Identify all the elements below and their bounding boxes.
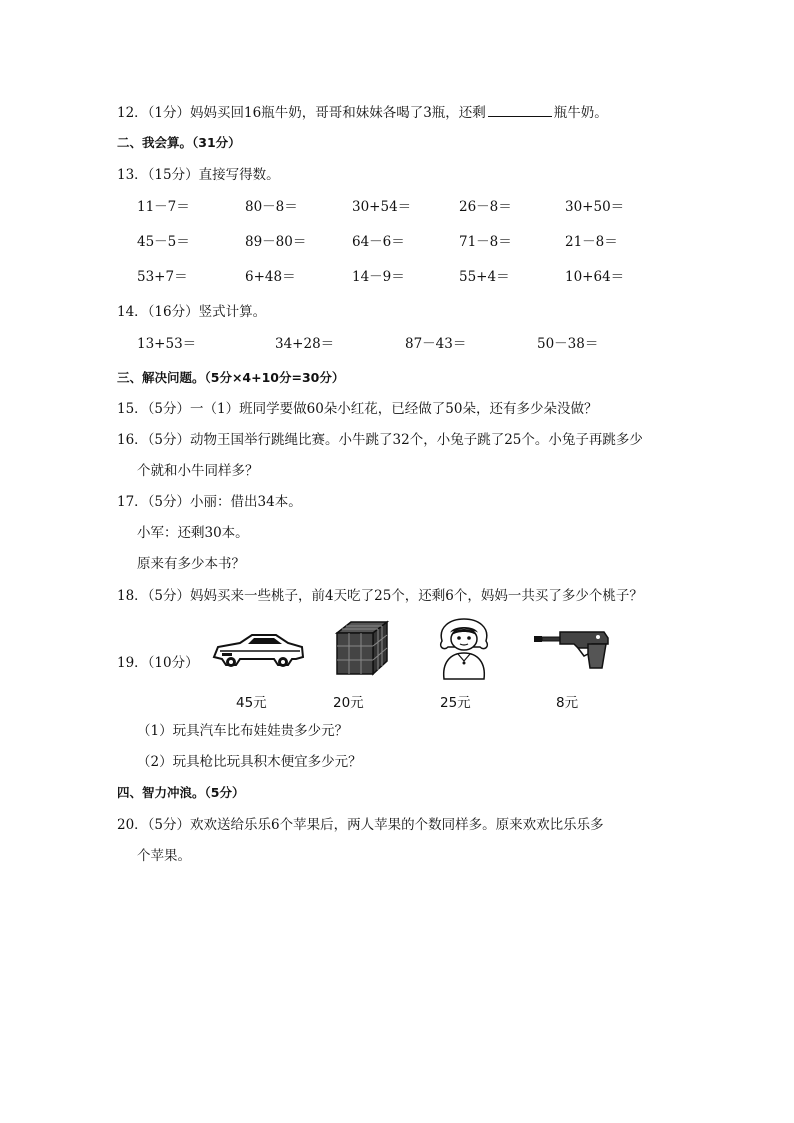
question-14: 14．（16分）竖式计算。 bbox=[117, 304, 267, 320]
q14-item: 87－43＝ bbox=[405, 336, 467, 352]
q14-item: 50－38＝ bbox=[537, 336, 599, 352]
q13-item: 64－6＝ bbox=[352, 234, 405, 250]
question-20-line2: 个苹果。 bbox=[137, 848, 191, 864]
doll-icon bbox=[436, 617, 492, 681]
section-2-heading: 二、我会算。（31分） bbox=[117, 135, 241, 150]
question-12 bbox=[117, 103, 608, 122]
toy-blocks-icon bbox=[333, 619, 391, 677]
price-label: 25元 bbox=[440, 695, 471, 711]
price-label: 45元 bbox=[236, 695, 267, 711]
q13-item: 6+48＝ bbox=[245, 269, 296, 285]
question-15: 15．（5分）一（1）班同学要做60朵小红花，已经做了50朵，还有多少朵没做？ bbox=[117, 401, 598, 417]
q12-suffix: 瓶牛奶。 bbox=[553, 105, 608, 121]
question-19: 19．（10分） bbox=[117, 655, 199, 671]
q13-item: 30+54＝ bbox=[352, 199, 412, 215]
toy-gun-icon bbox=[532, 628, 612, 672]
price-label: 8元 bbox=[556, 695, 579, 711]
toy-car-icon bbox=[210, 627, 306, 671]
q19-sub2: （2）玩具枪比玩具积木便宜多少元？ bbox=[137, 754, 362, 770]
section-4-heading: 四、智力冲浪。（5分） bbox=[117, 785, 245, 800]
q19-sub1: （1）玩具汽车比布娃娃贵多少元？ bbox=[137, 723, 349, 739]
q14-item: 34+28＝ bbox=[275, 336, 335, 352]
question-17-line1: 17．（5分）小丽：借出34本。 bbox=[117, 494, 302, 510]
q14-item: 13+53＝ bbox=[137, 336, 197, 352]
q13-item: 89－80＝ bbox=[245, 234, 307, 250]
q13-item: 53+7＝ bbox=[137, 269, 188, 285]
q13-item: 45－5＝ bbox=[137, 234, 190, 250]
q13-item: 71－8＝ bbox=[459, 234, 512, 250]
q13-item: 10+64＝ bbox=[565, 269, 625, 285]
question-17-line2: 小军：还剩30本。 bbox=[137, 525, 249, 541]
answer-blank[interactable] bbox=[488, 103, 552, 117]
question-20-line1: 20．（5分）欢欢送给乐乐6个苹果后，两人苹果的个数同样多。原来欢欢比乐乐多 bbox=[117, 817, 604, 833]
question-16-line2: 个就和小牛同样多？ bbox=[137, 463, 259, 479]
price-label: 20元 bbox=[333, 695, 364, 711]
q12-text: 12．（1分）妈妈买回16瓶牛奶，哥哥和妹妹各喝了3瓶，还剩 bbox=[117, 105, 486, 121]
q13-item: 26－8＝ bbox=[459, 199, 512, 215]
question-13: 13．（15分）直接写得数。 bbox=[117, 167, 280, 183]
question-18: 18．（5分）妈妈买来一些桃子，前4天吃了25个，还剩6个，妈妈一共买了多少个桃子？ bbox=[117, 588, 643, 604]
question-17-line3: 原来有多少本书？ bbox=[137, 556, 245, 572]
q13-item: 80－8＝ bbox=[245, 199, 298, 215]
q13-item: 21－8＝ bbox=[565, 234, 618, 250]
q13-item: 14－9＝ bbox=[352, 269, 405, 285]
question-16-line1: 16．（5分）动物王国举行跳绳比赛。小牛跳了32个，小兔子跳了25个。小兔子再跳多少 bbox=[117, 432, 643, 448]
q13-item: 11－7＝ bbox=[137, 199, 190, 215]
q13-item: 30+50＝ bbox=[565, 199, 625, 215]
section-3-heading: 三、解决问题。（5分×4+10分=30分） bbox=[117, 370, 345, 385]
q13-item: 55+4＝ bbox=[459, 269, 510, 285]
